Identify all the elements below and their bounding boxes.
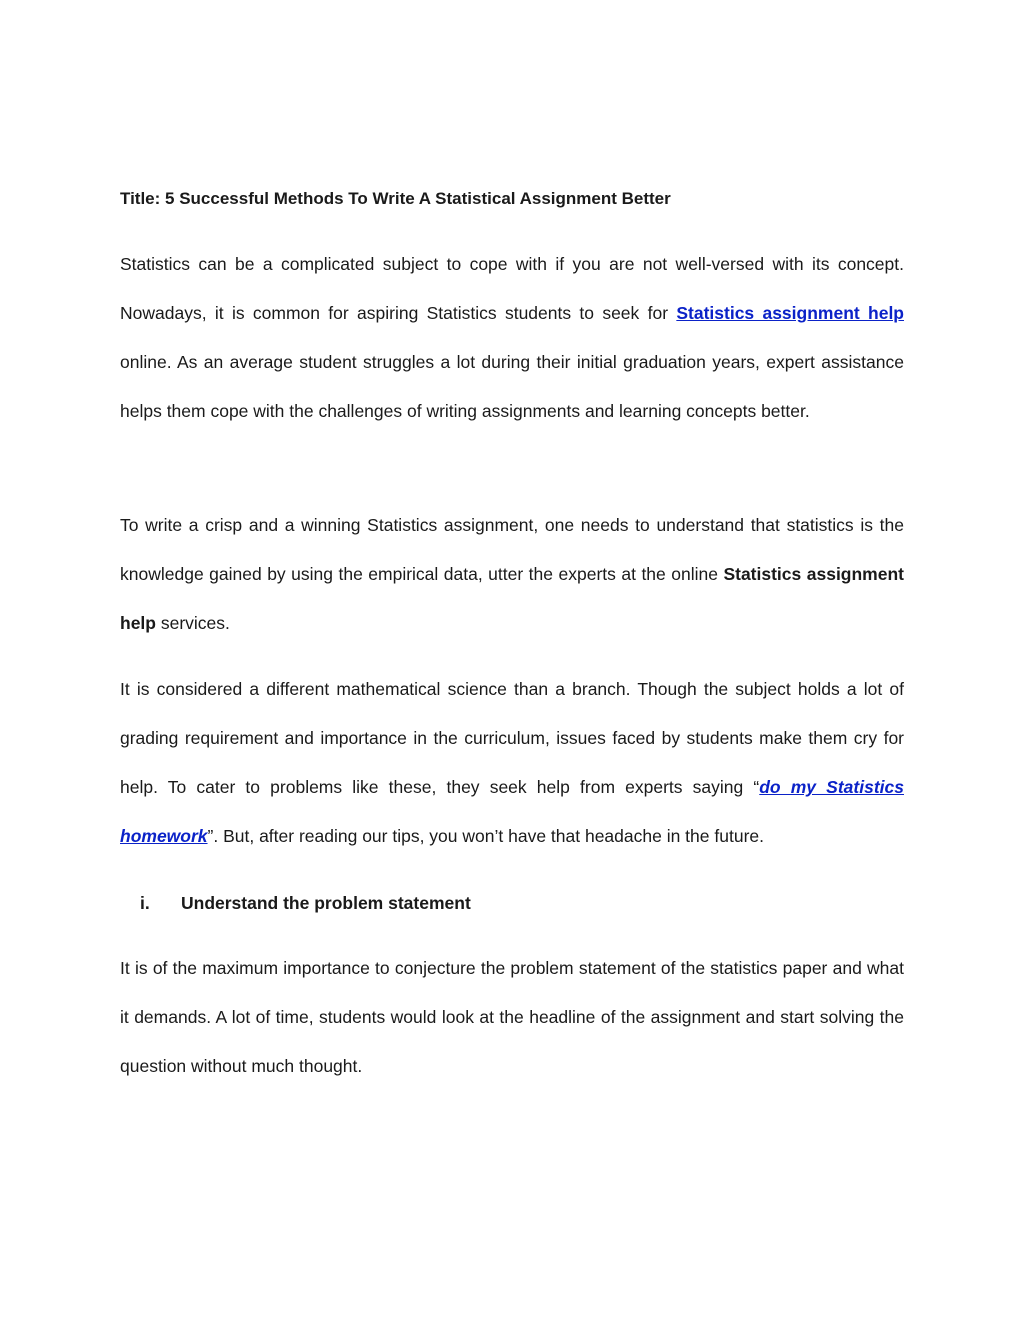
paragraph-intro-text-1: Statistics can be a complicated subject to cope with if you are not well-versed with its concept. Nowadays, it is common for aspiring Statistics students to seek for bbox=[120, 254, 904, 323]
paragraph-winning-assignment bbox=[120, 501, 904, 648]
paragraph-winning-text-2: services. bbox=[155, 613, 230, 633]
paragraph-math-text-2: ”. But, after reading our tips, you won’t have that headache in the future. bbox=[207, 826, 764, 846]
paragraph-intro bbox=[120, 240, 904, 436]
document-title: Title: 5 Successful Methods To Write A Statistical Assignment Better bbox=[120, 189, 671, 208]
paragraph-problem-statement: It is of the maximum importance to conjecture the problem statement of the statistics paper and what it demands. A lot of time, students would look at the headline of the assignment and start solving the question without much thought. bbox=[120, 958, 904, 1076]
paragraph-math-text-1: It is considered a different mathematical science than a branch. Though the subject holds a lot of grading requirement and importance in the curriculum, issues faced by students make them cry for help. To cater to problems like these, they seek help from experts saying “ bbox=[120, 679, 904, 797]
list-item-heading: Understand the problem statement bbox=[181, 893, 471, 913]
paragraph-mathematical-science bbox=[120, 665, 904, 861]
paragraph-winning-text-1: To write a crisp and a winning Statistics assignment, one needs to understand that statistics is the knowledge gained by using the empirical data, utter the experts at the online bbox=[120, 515, 904, 584]
paragraph-intro-text-2: online. As an average student struggles a lot during their initial graduation years, expert assistance helps them cope with the challenges of writing assignments and learning concepts better. bbox=[120, 352, 904, 421]
statistics-assignment-help-link[interactable]: Statistics assignment help bbox=[676, 303, 904, 323]
statistics-assignment-help-bold: Statistics assignment help bbox=[120, 564, 904, 633]
list-item-number: i. bbox=[140, 893, 150, 913]
do-my-statistics-homework-link[interactable]: do my Statistics homework bbox=[120, 777, 904, 846]
